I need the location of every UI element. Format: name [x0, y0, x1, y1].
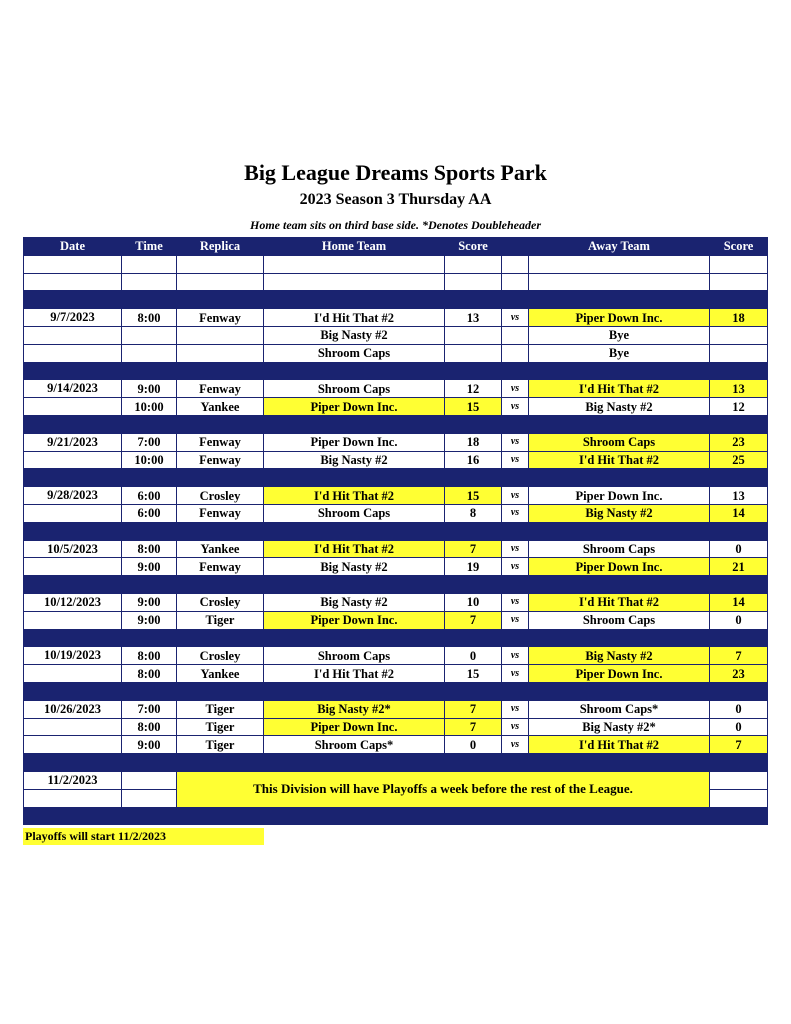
- separator-cell: [264, 754, 445, 772]
- separator-cell: [122, 415, 177, 433]
- home-team: Piper Down Inc.: [264, 718, 445, 736]
- separator-cell: [529, 807, 710, 825]
- home-score: 8: [445, 504, 502, 522]
- home-team: Big Nasty #2: [264, 451, 445, 469]
- home-team: Piper Down Inc.: [264, 611, 445, 629]
- empty-cell: [122, 255, 177, 273]
- separator-cell: [24, 522, 122, 540]
- separator-row: [24, 807, 768, 825]
- col-header-home-score: Score: [445, 238, 502, 256]
- separator-row: [24, 576, 768, 594]
- game-row: [24, 736, 768, 754]
- away-team: Shroom Caps: [529, 540, 710, 558]
- away-score: 0: [710, 540, 768, 558]
- vs-label: vs: [502, 611, 529, 629]
- game-date: [24, 344, 122, 362]
- playoff-message: This Division will have Playoffs a week before the rest of the League.: [177, 771, 710, 807]
- separator-cell: [445, 754, 502, 772]
- vs-label: [502, 326, 529, 344]
- empty-cell: [122, 789, 177, 807]
- separator-cell: [122, 682, 177, 700]
- game-replica-field: [177, 326, 264, 344]
- separator-row: [24, 362, 768, 380]
- vs-label: vs: [502, 736, 529, 754]
- home-team: Piper Down Inc.: [264, 398, 445, 416]
- empty-cell: [710, 789, 768, 807]
- vs-label: vs: [502, 487, 529, 505]
- game-time: 8:00: [122, 647, 177, 665]
- separator-cell: [502, 807, 529, 825]
- game-date: 9/21/2023: [24, 433, 122, 451]
- separator-cell: [24, 807, 122, 825]
- game-time: 6:00: [122, 487, 177, 505]
- separator-cell: [502, 754, 529, 772]
- game-time: 8:00: [122, 665, 177, 683]
- game-row: [24, 558, 768, 576]
- home-score: 16: [445, 451, 502, 469]
- separator-cell: [122, 629, 177, 647]
- away-team: I'd Hit That #2: [529, 380, 710, 398]
- empty-cell: [529, 255, 710, 273]
- separator-cell: [710, 682, 768, 700]
- game-date: [24, 326, 122, 344]
- separator-cell: [710, 522, 768, 540]
- game-row: [24, 326, 768, 344]
- empty-cell: [24, 255, 122, 273]
- separator-row: [24, 415, 768, 433]
- vs-label: vs: [502, 558, 529, 576]
- away-score: 21: [710, 558, 768, 576]
- separator-cell: [264, 362, 445, 380]
- separator-cell: [177, 807, 264, 825]
- game-replica-field: Fenway: [177, 558, 264, 576]
- empty-cell: [177, 273, 264, 291]
- away-score: [710, 326, 768, 344]
- away-score: 0: [710, 718, 768, 736]
- game-date: 9/28/2023: [24, 487, 122, 505]
- separator-cell: [502, 291, 529, 309]
- col-header-home-team: Home Team: [264, 238, 445, 256]
- playoff-row: [24, 771, 768, 789]
- vs-label: vs: [502, 647, 529, 665]
- vs-label: [502, 344, 529, 362]
- separator-row: [24, 754, 768, 772]
- home-score: 0: [445, 647, 502, 665]
- separator-row: [24, 682, 768, 700]
- separator-cell: [502, 576, 529, 594]
- away-team: Big Nasty #2*: [529, 718, 710, 736]
- separator-cell: [445, 522, 502, 540]
- game-replica-field: Tiger: [177, 611, 264, 629]
- game-row: [24, 380, 768, 398]
- game-time: 7:00: [122, 700, 177, 718]
- separator-cell: [710, 807, 768, 825]
- separator-cell: [177, 362, 264, 380]
- game-row: [24, 647, 768, 665]
- separator-cell: [264, 576, 445, 594]
- separator-cell: [529, 469, 710, 487]
- separator-cell: [177, 576, 264, 594]
- separator-cell: [710, 362, 768, 380]
- game-replica-field: Tiger: [177, 700, 264, 718]
- separator-row: [24, 629, 768, 647]
- separator-cell: [177, 629, 264, 647]
- game-row: [24, 487, 768, 505]
- home-team: Big Nasty #2: [264, 326, 445, 344]
- home-team: Big Nasty #2: [264, 558, 445, 576]
- away-team: I'd Hit That #2: [529, 593, 710, 611]
- empty-cell: [529, 273, 710, 291]
- game-replica-field: Fenway: [177, 504, 264, 522]
- vs-label: vs: [502, 309, 529, 327]
- game-time: [122, 344, 177, 362]
- separator-cell: [24, 362, 122, 380]
- separator-cell: [264, 522, 445, 540]
- away-team: Bye: [529, 344, 710, 362]
- empty-cell: [710, 273, 768, 291]
- separator-cell: [122, 469, 177, 487]
- vs-label: vs: [502, 540, 529, 558]
- empty-cell: [445, 273, 502, 291]
- separator-cell: [445, 629, 502, 647]
- game-row: [24, 611, 768, 629]
- separator-cell: [177, 522, 264, 540]
- away-team: Big Nasty #2: [529, 398, 710, 416]
- game-replica-field: Crosley: [177, 647, 264, 665]
- empty-cell: [710, 771, 768, 789]
- separator-cell: [122, 291, 177, 309]
- game-time: 9:00: [122, 558, 177, 576]
- home-team: Big Nasty #2*: [264, 700, 445, 718]
- separator-cell: [710, 291, 768, 309]
- separator-cell: [502, 415, 529, 433]
- away-score: 13: [710, 487, 768, 505]
- home-team: Shroom Caps: [264, 380, 445, 398]
- separator-cell: [445, 807, 502, 825]
- game-row: [24, 344, 768, 362]
- game-date: 10/5/2023: [24, 540, 122, 558]
- separator-cell: [264, 415, 445, 433]
- empty-cell: [122, 771, 177, 789]
- schedule-table: [23, 237, 768, 825]
- empty-row: [24, 273, 768, 291]
- separator-cell: [264, 291, 445, 309]
- page-subtitle: 2023 Season 3 Thursday AA: [299, 191, 492, 208]
- away-team: Big Nasty #2: [529, 647, 710, 665]
- home-score: 7: [445, 540, 502, 558]
- page-title: Big League Dreams Sports Park: [244, 160, 547, 185]
- vs-label: vs: [502, 593, 529, 611]
- separator-cell: [502, 522, 529, 540]
- separator-row: [24, 522, 768, 540]
- empty-cell: [502, 255, 529, 273]
- separator-row: [24, 291, 768, 309]
- game-time: 10:00: [122, 398, 177, 416]
- empty-cell: [24, 789, 122, 807]
- separator-cell: [710, 629, 768, 647]
- away-team: Piper Down Inc.: [529, 665, 710, 683]
- vs-label: vs: [502, 451, 529, 469]
- schedule-body: [24, 255, 768, 825]
- away-team: Bye: [529, 326, 710, 344]
- separator-cell: [529, 629, 710, 647]
- game-row: [24, 504, 768, 522]
- home-score: 7: [445, 611, 502, 629]
- home-score: 13: [445, 309, 502, 327]
- empty-cell: [710, 255, 768, 273]
- empty-row: [24, 255, 768, 273]
- game-time: 9:00: [122, 380, 177, 398]
- game-replica-field: Crosley: [177, 487, 264, 505]
- separator-cell: [710, 576, 768, 594]
- separator-cell: [122, 362, 177, 380]
- home-score: 15: [445, 487, 502, 505]
- away-score: 7: [710, 647, 768, 665]
- vs-label: vs: [502, 718, 529, 736]
- game-row: [24, 718, 768, 736]
- empty-cell: [264, 273, 445, 291]
- game-replica-field: Fenway: [177, 309, 264, 327]
- home-team: Shroom Caps: [264, 504, 445, 522]
- home-team: I'd Hit That #2: [264, 665, 445, 683]
- vs-label: vs: [502, 504, 529, 522]
- separator-cell: [122, 807, 177, 825]
- away-team: I'd Hit That #2: [529, 736, 710, 754]
- separator-cell: [24, 754, 122, 772]
- separator-cell: [24, 576, 122, 594]
- vs-label: vs: [502, 380, 529, 398]
- separator-cell: [529, 291, 710, 309]
- game-date: [24, 398, 122, 416]
- away-score: 18: [710, 309, 768, 327]
- game-replica-field: Tiger: [177, 718, 264, 736]
- game-date: [24, 558, 122, 576]
- game-time: 8:00: [122, 309, 177, 327]
- home-score: 7: [445, 718, 502, 736]
- separator-cell: [177, 469, 264, 487]
- game-time: [122, 326, 177, 344]
- separator-cell: [529, 522, 710, 540]
- separator-cell: [529, 415, 710, 433]
- game-date: [24, 736, 122, 754]
- separator-cell: [710, 415, 768, 433]
- empty-cell: [24, 273, 122, 291]
- home-score: 15: [445, 398, 502, 416]
- game-replica-field: Fenway: [177, 433, 264, 451]
- home-team: I'd Hit That #2: [264, 540, 445, 558]
- game-replica-field: Fenway: [177, 380, 264, 398]
- separator-cell: [529, 576, 710, 594]
- away-score: 14: [710, 504, 768, 522]
- game-row: [24, 398, 768, 416]
- away-team: Shroom Caps: [529, 433, 710, 451]
- home-score: [445, 326, 502, 344]
- game-replica-field: Yankee: [177, 398, 264, 416]
- separator-cell: [445, 362, 502, 380]
- separator-cell: [445, 576, 502, 594]
- separator-cell: [502, 629, 529, 647]
- separator-cell: [529, 682, 710, 700]
- playoff-date: 11/2/2023: [24, 771, 122, 789]
- game-replica-field: Tiger: [177, 736, 264, 754]
- game-replica-field: Yankee: [177, 540, 264, 558]
- away-score: 12: [710, 398, 768, 416]
- away-score: 23: [710, 665, 768, 683]
- separator-cell: [177, 415, 264, 433]
- game-time: 9:00: [122, 611, 177, 629]
- away-score: 7: [710, 736, 768, 754]
- home-score: 12: [445, 380, 502, 398]
- game-date: 9/14/2023: [24, 380, 122, 398]
- game-time: 10:00: [122, 451, 177, 469]
- col-header-away-score: Score: [710, 238, 768, 256]
- home-team: Big Nasty #2: [264, 593, 445, 611]
- home-score: 0: [445, 736, 502, 754]
- separator-cell: [502, 469, 529, 487]
- vs-label: vs: [502, 665, 529, 683]
- col-header-replica: Replica: [177, 238, 264, 256]
- separator-cell: [177, 682, 264, 700]
- separator-cell: [177, 291, 264, 309]
- home-team: I'd Hit That #2: [264, 309, 445, 327]
- separator-cell: [445, 469, 502, 487]
- separator-cell: [445, 682, 502, 700]
- game-time: 6:00: [122, 504, 177, 522]
- game-time: 9:00: [122, 736, 177, 754]
- game-time: 8:00: [122, 540, 177, 558]
- home-team: Shroom Caps*: [264, 736, 445, 754]
- game-time: 8:00: [122, 718, 177, 736]
- vs-label: vs: [502, 398, 529, 416]
- away-team: Piper Down Inc.: [529, 487, 710, 505]
- schedule-note: Home team sits on third base side. *Denotes Doubleheader: [250, 218, 541, 232]
- separator-cell: [529, 362, 710, 380]
- separator-cell: [122, 576, 177, 594]
- game-date: 10/26/2023: [24, 700, 122, 718]
- game-date: [24, 718, 122, 736]
- separator-cell: [24, 682, 122, 700]
- separator-cell: [502, 362, 529, 380]
- col-header-vs: [502, 238, 529, 256]
- home-score: [445, 344, 502, 362]
- home-team: I'd Hit That #2: [264, 487, 445, 505]
- empty-cell: [264, 255, 445, 273]
- game-date: 10/12/2023: [24, 593, 122, 611]
- away-score: 13: [710, 380, 768, 398]
- away-score: 25: [710, 451, 768, 469]
- home-score: 15: [445, 665, 502, 683]
- game-row: [24, 540, 768, 558]
- game-replica-field: [177, 344, 264, 362]
- game-date: [24, 504, 122, 522]
- home-score: 19: [445, 558, 502, 576]
- game-date: 10/19/2023: [24, 647, 122, 665]
- separator-cell: [710, 469, 768, 487]
- home-score: 7: [445, 700, 502, 718]
- game-date: [24, 451, 122, 469]
- game-row: [24, 309, 768, 327]
- away-score: 14: [710, 593, 768, 611]
- away-score: 0: [710, 700, 768, 718]
- game-row: [24, 451, 768, 469]
- home-team: Shroom Caps: [264, 344, 445, 362]
- separator-cell: [24, 629, 122, 647]
- game-replica-field: Fenway: [177, 451, 264, 469]
- home-score: 10: [445, 593, 502, 611]
- separator-cell: [710, 754, 768, 772]
- vs-label: vs: [502, 433, 529, 451]
- separator-row: [24, 469, 768, 487]
- away-score: 23: [710, 433, 768, 451]
- home-team: Shroom Caps: [264, 647, 445, 665]
- game-date: [24, 611, 122, 629]
- separator-cell: [122, 522, 177, 540]
- playoffs-start-note: Playoffs will start 11/2/2023: [23, 828, 264, 845]
- separator-cell: [122, 754, 177, 772]
- separator-cell: [24, 469, 122, 487]
- away-team: Piper Down Inc.: [529, 309, 710, 327]
- away-score: 0: [710, 611, 768, 629]
- game-date: [24, 665, 122, 683]
- separator-cell: [264, 682, 445, 700]
- game-time: 7:00: [122, 433, 177, 451]
- separator-cell: [24, 291, 122, 309]
- away-team: Shroom Caps: [529, 611, 710, 629]
- away-team: Big Nasty #2: [529, 504, 710, 522]
- home-team: Piper Down Inc.: [264, 433, 445, 451]
- vs-label: vs: [502, 700, 529, 718]
- separator-cell: [264, 807, 445, 825]
- separator-cell: [445, 291, 502, 309]
- home-score: 18: [445, 433, 502, 451]
- separator-cell: [529, 754, 710, 772]
- away-team: I'd Hit That #2: [529, 451, 710, 469]
- empty-cell: [502, 273, 529, 291]
- game-row: [24, 665, 768, 683]
- header-row: [24, 238, 768, 256]
- game-date: 9/7/2023: [24, 309, 122, 327]
- col-header-date: Date: [24, 238, 122, 256]
- game-row: [24, 593, 768, 611]
- game-time: 9:00: [122, 593, 177, 611]
- separator-cell: [502, 682, 529, 700]
- empty-cell: [177, 255, 264, 273]
- separator-cell: [445, 415, 502, 433]
- game-replica-field: Crosley: [177, 593, 264, 611]
- separator-cell: [264, 469, 445, 487]
- empty-cell: [445, 255, 502, 273]
- empty-cell: [122, 273, 177, 291]
- game-row: [24, 433, 768, 451]
- col-header-away-team: Away Team: [529, 238, 710, 256]
- away-score: [710, 344, 768, 362]
- away-team: Shroom Caps*: [529, 700, 710, 718]
- game-replica-field: Yankee: [177, 665, 264, 683]
- separator-cell: [264, 629, 445, 647]
- separator-cell: [24, 415, 122, 433]
- separator-cell: [177, 754, 264, 772]
- col-header-time: Time: [122, 238, 177, 256]
- away-team: Piper Down Inc.: [529, 558, 710, 576]
- game-row: [24, 700, 768, 718]
